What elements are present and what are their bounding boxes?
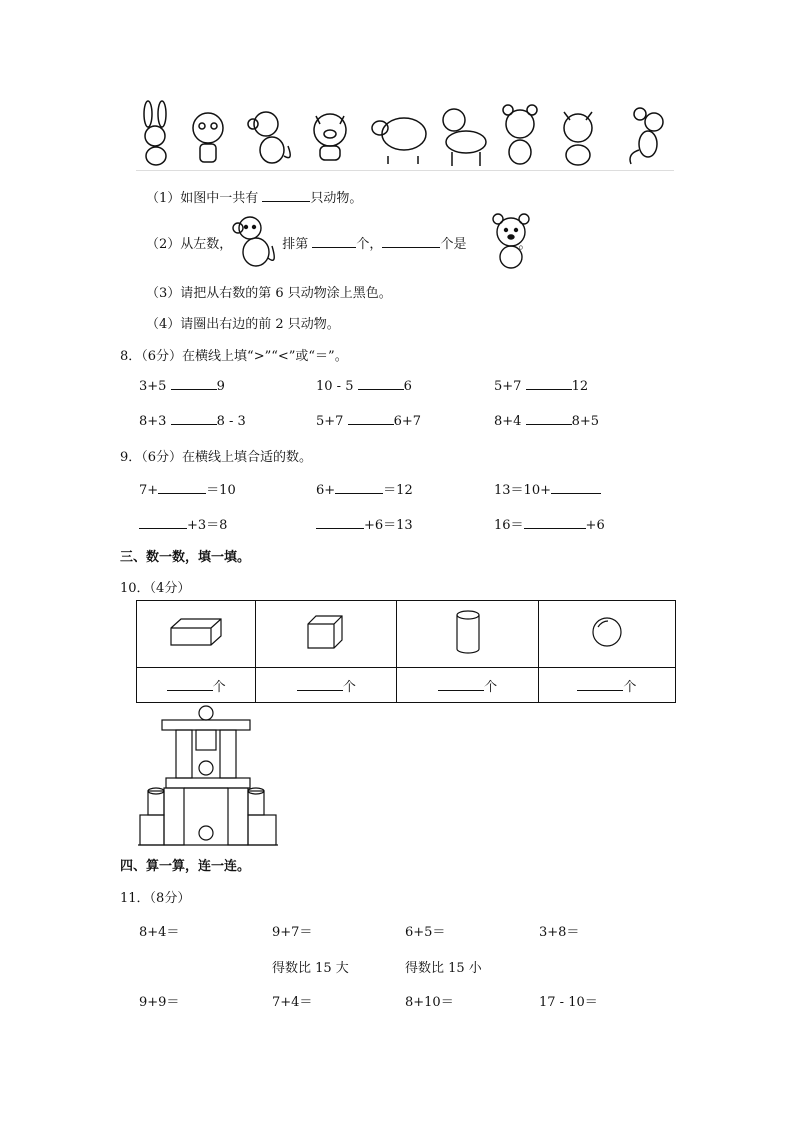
answer-blank[interactable] [297, 678, 343, 691]
q7-sub2-mid: 排第 [282, 237, 313, 252]
animal-strip-image [136, 100, 674, 171]
q9-item: +6＝13 [316, 514, 413, 533]
cuboid-icon [169, 616, 223, 648]
answer-blank[interactable] [526, 412, 572, 425]
answer-blank[interactable] [139, 516, 187, 529]
q11-expression[interactable]: 9+7＝ [272, 925, 313, 940]
q9-item: 6+ ＝12 [316, 483, 413, 498]
q8-item: 8+3 8 - 3 [139, 414, 246, 429]
q7-sub1-prefix: （1）如图中一共有 [146, 191, 263, 206]
count-cell: 个 [137, 668, 256, 703]
answer-blank[interactable] [316, 516, 364, 529]
answer-blank[interactable] [171, 377, 217, 390]
dog-icon [443, 109, 486, 166]
q7-sub3: （3）请把从右数的第 6 只动物涂上黑色。 [146, 286, 392, 301]
q11-title: 11．（8分） [120, 891, 191, 906]
q10-title: 10．（4分） [120, 581, 191, 596]
q7-sub2-suffix: 个是 [440, 237, 467, 252]
count-cell: 个 [256, 668, 397, 703]
q11-expression[interactable]: 7+4＝ [272, 995, 313, 1010]
cube-icon [306, 614, 346, 650]
q8-item: 5+7 12 [494, 379, 589, 394]
q11-expression[interactable]: 17 - 10＝ [539, 995, 598, 1010]
cube-cell [256, 601, 397, 668]
section-4-heading: 四、算一算，连一连。 [120, 859, 251, 874]
answer-blank[interactable] [524, 516, 586, 529]
q9-item: 16＝ +6 [494, 518, 605, 533]
cuboid-cell [137, 601, 256, 668]
pig-icon [314, 114, 346, 160]
rabbit-icon [144, 101, 166, 165]
answer-blank[interactable] [171, 412, 217, 425]
q8-item: 5+7 6+7 [316, 414, 422, 429]
section-3-heading: 三、数一数，填一填。 [120, 550, 251, 565]
answer-blank[interactable] [526, 377, 572, 390]
answer-blank[interactable] [335, 481, 383, 494]
q11-expression[interactable]: 9+9＝ [139, 995, 180, 1010]
q7-sub2-prefix: （2）从左数， [146, 237, 233, 252]
cylinder-icon [453, 609, 483, 655]
q9-title: 9．（6分）在横线上填合适的数。 [120, 450, 313, 465]
sphere-icon [590, 615, 624, 649]
answer-blank[interactable] [382, 235, 440, 248]
q8-item: 10 - 5 6 [316, 379, 412, 394]
q7-sub1 [146, 187, 362, 206]
answer-blank[interactable] [348, 412, 394, 425]
count-cell: 个 [538, 668, 675, 703]
cylinder-cell [397, 601, 538, 668]
bear-inline-icon [486, 210, 538, 274]
sheep-icon [372, 118, 426, 164]
q7-sub4: （4）请圈出右边的前 2 只动物。 [146, 317, 340, 332]
answer-blank[interactable] [438, 678, 484, 691]
q11-expression[interactable]: 3+8＝ [539, 925, 580, 940]
answer-blank[interactable] [158, 481, 206, 494]
cat-icon [564, 112, 592, 165]
q9-item: 7+ ＝10 [139, 483, 236, 498]
tiger-icon [193, 113, 223, 162]
answer-blank[interactable] [262, 189, 310, 202]
answer-blank[interactable] [312, 235, 356, 248]
answer-blank[interactable] [358, 377, 404, 390]
monkey-inline-icon [228, 212, 282, 274]
answer-blank[interactable] [167, 678, 213, 691]
q7-sub2 [146, 233, 531, 252]
q8-item: 3+5 9 [139, 379, 225, 394]
q8-item: 8+4 8+5 [494, 414, 600, 429]
mouse-icon [630, 108, 663, 164]
answer-blank[interactable] [577, 678, 623, 691]
q8-title: 8．（6分）在横线上填“>”“<”或“＝”。 [120, 349, 348, 364]
count-cell: 个 [397, 668, 538, 703]
q11-expression[interactable]: 8+4＝ [139, 925, 180, 940]
bear-icon [503, 105, 537, 164]
q11-expression[interactable]: 6+5＝ [405, 925, 446, 940]
q9-item: 13＝10+ [494, 479, 601, 498]
q11-expression[interactable]: 8+10＝ [405, 995, 454, 1010]
q7-sub1-suffix: 只动物。 [310, 191, 363, 206]
shape-count-table [136, 600, 676, 703]
monkey-icon [248, 112, 290, 163]
q11-label-greater[interactable]: 得数比 15 大 [272, 961, 349, 976]
sphere-cell [538, 601, 675, 668]
q11-label-less[interactable]: 得数比 15 小 [405, 961, 482, 976]
answer-blank[interactable] [551, 481, 601, 494]
q7-sub2-end: 。 [518, 237, 532, 252]
building-blocks-figure [136, 703, 281, 852]
q7-sub2-mid2: 个， [356, 237, 383, 252]
q9-item: +3＝8 [139, 514, 227, 533]
